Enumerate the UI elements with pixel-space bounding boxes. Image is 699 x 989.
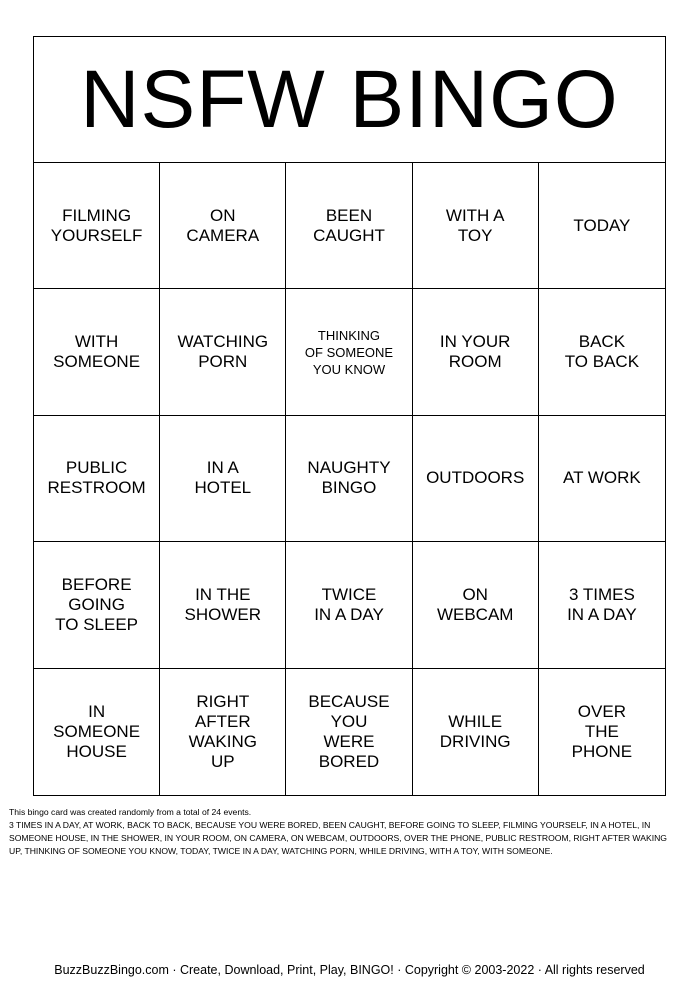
bingo-cell: TWICE IN A DAY [286, 542, 412, 668]
bingo-cell: BEFORE GOING TO SLEEP [34, 542, 160, 668]
bingo-cell: RIGHT AFTER WAKING UP [160, 669, 286, 795]
bingo-cell: OUTDOORS [413, 416, 539, 542]
page-footer: BuzzBuzzBingo.com · Create, Download, Print, Play, BINGO! · Copyright © 2003-2022 · All rights reserved [54, 963, 645, 977]
bingo-cell: IN THE SHOWER [160, 542, 286, 668]
bingo-cell: OVER THE PHONE [571, 701, 633, 761]
bingo-grid [34, 163, 665, 795]
bingo-title: NSFW BINGO [34, 37, 665, 163]
bingo-cell: AT WORK [539, 416, 665, 542]
bingo-cell: IN A HOTEL [160, 416, 286, 542]
bingo-cell: THINKING OF SOMEONE YOU KNOW [286, 289, 412, 415]
bingo-cell: BACK TO BACK [539, 289, 665, 415]
bingo-cell: 3 TIMES IN A DAY [539, 542, 665, 668]
bingo-cell: PUBLIC RESTROOM [34, 416, 160, 542]
bingo-free-cell: NAUGHTY BINGO [286, 416, 412, 542]
bingo-cell: IN YOUR ROOM [413, 289, 539, 415]
bingo-cell: TODAY [539, 163, 665, 289]
bingo-cell: FILMING YOURSELF [34, 163, 160, 289]
bingo-cell: WHILE DRIVING [413, 669, 539, 795]
notes-event-list: 3 TIMES IN A DAY, AT WORK, BACK TO BACK, BECAUSE YOU WERE BORED, BEEN CAUGHT, BEFORE GOING TO SLEEP, FILMING YOURSELF, IN A HOTEL, IN SOMEONE HOUSE, IN THE SHOWER, IN YOUR ROOM, ON CAMERA, ON WEBCAM, OUTDOORS, OVER THE PHONE, PUBLIC RESTROOM, RIGHT AFTER WAKING UP, THINKING OF SOMEONE YOU KNOW, TODAY, TWICE IN A DAY, WATCHING PORN, WHILE DRIVING, WITH A TOY, WITH SOMEONE. [9, 820, 667, 856]
bingo-cell: WITH SOMEONE [34, 289, 160, 415]
bingo-cell: ON WEBCAM [413, 542, 539, 668]
bingo-cell: WATCHING PORN [160, 289, 286, 415]
bingo-cell: BEEN CAUGHT [286, 163, 412, 289]
card-notes [9, 806, 681, 858]
bingo-cell: BECAUSE YOU WERE BORED [286, 669, 412, 795]
bingo-cell: ON CAMERA [160, 163, 286, 289]
bingo-card [33, 36, 666, 796]
notes-intro: This bingo card was created randomly from a total of 24 events. [9, 807, 252, 817]
bingo-cell: WITH A TOY [413, 163, 539, 289]
bingo-cell: IN SOMEONE HOUSE [34, 669, 160, 795]
